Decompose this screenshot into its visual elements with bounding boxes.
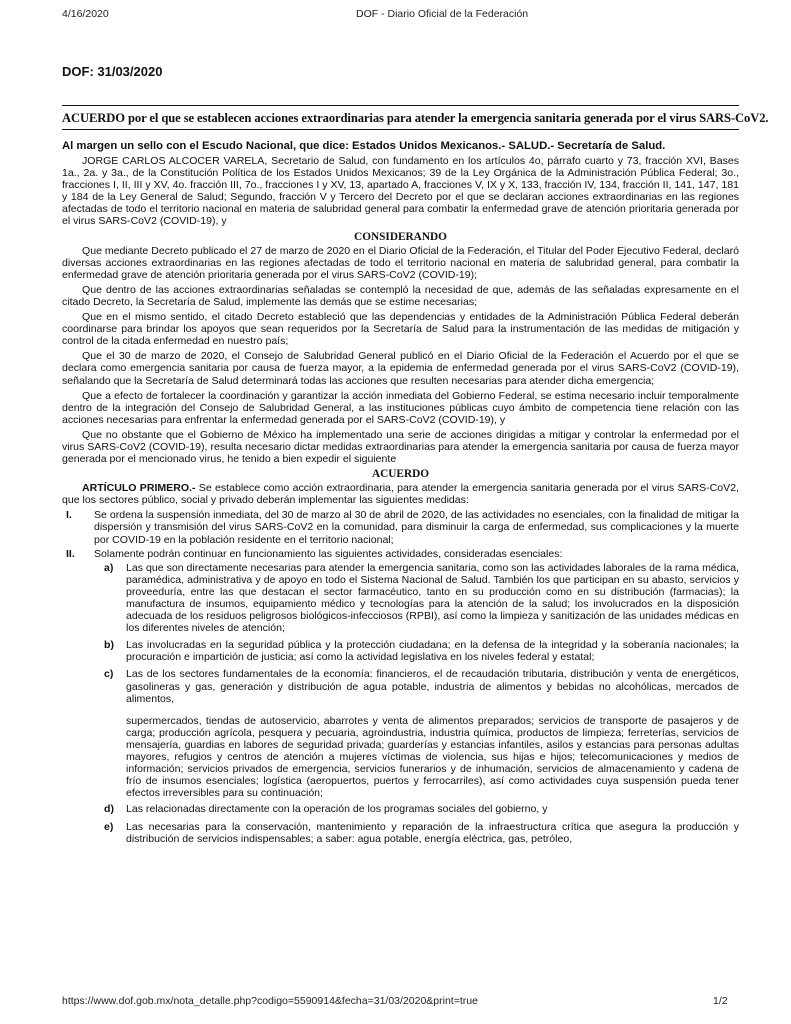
- inciso-text: Las que son directamente necesarias para atender la emergencia sanitaria, como son las actividades laborales de la rama médica, paramédica, administrativa y de apoyo en todo el Sistema Nacional de Salud. También los que participan en su abasto, servicios y proveeduría, entre las que destacan el sector farmacéutico, tanto en su producción como en su distribución (farmacias); la manufactura de insumos, equipamiento médico y tecnologías para la atención de la salud; los involucrados en la disposición adecuada de los residuos peligrosos biológicos-infecciosos (RPBI), así como la limpieza y sanitización de las unidades médicas en los diferentes niveles de atención;: [126, 561, 739, 635]
- fraccion-item: [62, 548, 739, 560]
- document-body: [62, 64, 769, 850]
- fraccion-number: I.: [66, 509, 72, 522]
- considerando-paragraph: Que no obstante que el Gobierno de México ha implementado una serie de acciones dirigidas a mitigar y controlar la enfermedad por el virus SARS-CoV2 (COVID-19), resulta necesario dictar medidas extraordinarias para atender la emergencia sanitaria por causa de fuerza mayor generada por el mencionado virus, he tenido a bien expedir el siguiente: [62, 428, 739, 466]
- inciso-letter: d): [104, 803, 114, 816]
- acuerdo-heading: ACUERDO: [371, 468, 430, 481]
- inciso-item: [104, 562, 739, 635]
- fraccion-item: [62, 509, 739, 545]
- inciso-letter: c): [104, 668, 114, 681]
- inciso-item: [104, 821, 739, 845]
- fraccion-number: II.: [66, 547, 75, 560]
- considerando-paragraph: Que a efecto de fortalecer la coordinación y garantizar la acción inmediata del Gobierno Federal, se estima necesario incluir temporalmente dentro de la integración del Consejo de Salubridad General, a las instituciones públicas cuyo ámbito de competencia tiene relación con las acciones necesarias para enfrentar la enfermedad generada por el SARS-CoV2 (COVID-19), y: [62, 389, 739, 426]
- print-page-number: 1/2: [713, 995, 728, 1007]
- document-title: ACUERDO por el que se establecen acciones extraordinarias para atender la emergencia sanitaria generada por el virus SARS-CoV2.: [62, 105, 739, 130]
- considerando-paragraph: Que dentro de las acciones extraordinarias señaladas se contempló la necesidad de que, además de las señaladas expresamente en el citado Decreto, la Secretaría de Salud, implemente las demás que se estime necesarias;: [62, 283, 739, 308]
- margin-seal-note: Al margen un sello con el Escudo Nacional, que dice: Estados Unidos Mexicanos.- SALUD.- Secretaría de Salud.: [62, 140, 666, 152]
- inciso-c-continuation: supermercados, tiendas de autoservicio, abarrotes y venta de alimentos preparados; servicios de transporte de pasajeros y de carga; producción agrícola, pesquera y pecuaria, agroindustria, industria química, productos de limpieza; ferreterías, servicios de mensajería, guardias en labores de seguridad privada; guarderías y estancias infantiles, asilos y estancias para personas adultas mayores, refugios y centros de atención a mujeres víctimas de violencia, sus hijas e hijos; telecomunicaciones y medios de información; servicios privados de emergencia, servicios funerarios y de inhumación, servicios de almacenamiento y cadena de frío de insumos esenciales; logística (aeropuertos, puertos y ferrocarriles), así como actividades cuya suspensión pueda tener efectos irreversibles para su continuación;: [126, 714, 739, 800]
- inciso-text: Las relacionadas directamente con la operación de los programas sociales del gobierno, y: [126, 803, 548, 816]
- print-date: 4/16/2020: [62, 8, 109, 20]
- print-url: https://www.dof.gob.mx/nota_detalle.php?codigo=5590914&fecha=31/03/2020&print=true: [62, 995, 478, 1007]
- articulo-text: Se establece como acción extraordinaria, para atender la emergencia sanitaria generada por el virus SARS-CoV2, que los sectores público, social y privado deberán implementar las siguientes medidas:: [62, 482, 739, 507]
- considerando-paragraph: Que mediante Decreto publicado el 27 de marzo de 2020 en el Diario Oficial de la Federación, el Titular del Poder Ejecutivo Federal, declaró diversas acciones extraordinarias en las regiones afectadas de todo el territorio nacional en materia de salubridad general, para combatir la enfermedad grave de atención prioritaria generada por el virus SARS-CoV2 (COVID-19);: [62, 244, 739, 281]
- inciso-text: Las involucradas en la seguridad pública y la protección ciudadana; en la defensa de la integridad y la soberanía nacionales; la procuración e impartición de justicia; así como la actividad legislativa en los niveles federal y estatal;: [126, 639, 739, 664]
- inciso-letter: e): [104, 820, 114, 833]
- inciso-item: [104, 803, 739, 815]
- dof-date: DOF: 31/03/2020: [62, 64, 163, 79]
- inciso-letter: a): [104, 561, 114, 574]
- inciso-item: [104, 668, 739, 704]
- considerando-paragraph: Que el 30 de marzo de 2020, el Consejo de Salubridad General publicó en el Diario Oficial de la Federación el Acuerdo por el que se declara como emergencia sanitaria por causa de fuerza mayor, a la epidemia de enfermedad generada por el virus SARS-CoV2 (COVID-19), señalando que la Secretaría de Salud determinará todas las acciones que resulten necesarias para atender dicha emergencia;: [62, 350, 739, 387]
- print-page-title: DOF - Diario Oficial de la Federación: [356, 8, 529, 20]
- fraccion-text: Se ordena la suspensión inmediata, del 30 de marzo al 30 de abril de 2020, de las actividades no esenciales, con la finalidad de mitigar la dispersión y transmisión del virus SARS-CoV2 en la comunidad, para disminuir la carga de enfermedad, sus complicaciones y la muerte por COVID-19 en la población residente en el territorio nacional;: [94, 509, 739, 546]
- inciso-letter: b): [104, 639, 114, 652]
- articulo-label: ARTÍCULO PRIMERO.-: [82, 482, 196, 495]
- inciso-text: Las necesarias para la conservación, mantenimiento y reparación de la infraestructura crítica que asegura la producción y distribución de servicios indispensables; a saber: agua potable, energía eléctrica, gas, petróleo,: [126, 820, 739, 845]
- inciso-item: [104, 639, 739, 663]
- intro-paragraph: JORGE CARLOS ALCOCER VARELA, Secretario de Salud, con fundamento en los artículos 4o, párrafo cuarto y 73, fracción XVI, Bases 1a., 2a. y 3a., de la Constitución Política de los Estados Unidos Mexicanos; 39 de la Ley Orgánica de la Administración Pública Federal; 3o., fracciones I, II, III y XV, 4o. fracción III, 7o., fracciones I y XV, 13, apartado A, fracciones V, IX y X, 133, fracción IV, 134, fracción II, 141, 147, 181 y 184 de la Ley General de Salud; Segundo, fracción V y Tercero del Decreto por el que se declaran acciones extraordinarias en las regiones afectadas de todo el territorio nacional en materia de salubridad general para combatir la enfermedad grave de atención prioritaria generada por el virus SARS-CoV2 (COVID-19), y: [62, 155, 739, 228]
- inciso-text: Las de los sectores fundamentales de la economía: financieros, el de recaudación tributaria, distribución y venta de energéticos, gasolineras y gas, generación y distribución de agua potable, industria de alimentos y bebidas no alcohólicas, mercados de alimentos,: [126, 668, 739, 705]
- considerando-paragraph: Que en el mismo sentido, el citado Decreto estableció que las dependencias y entidades de la Administración Pública Federal deberán coordinarse para brindar los apoyos que sean requeridos por la Secretaría de Salud para la instrumentación de las medidas de mitigación y control de la citada enfermedad en nuestro país;: [62, 311, 739, 348]
- fraccion-text: Solamente podrán continuar en funcionamiento las siguientes actividades, consideradas esenciales:: [94, 547, 563, 560]
- articulo-primero: [62, 482, 739, 506]
- considerando-heading: CONSIDERANDO: [354, 230, 447, 243]
